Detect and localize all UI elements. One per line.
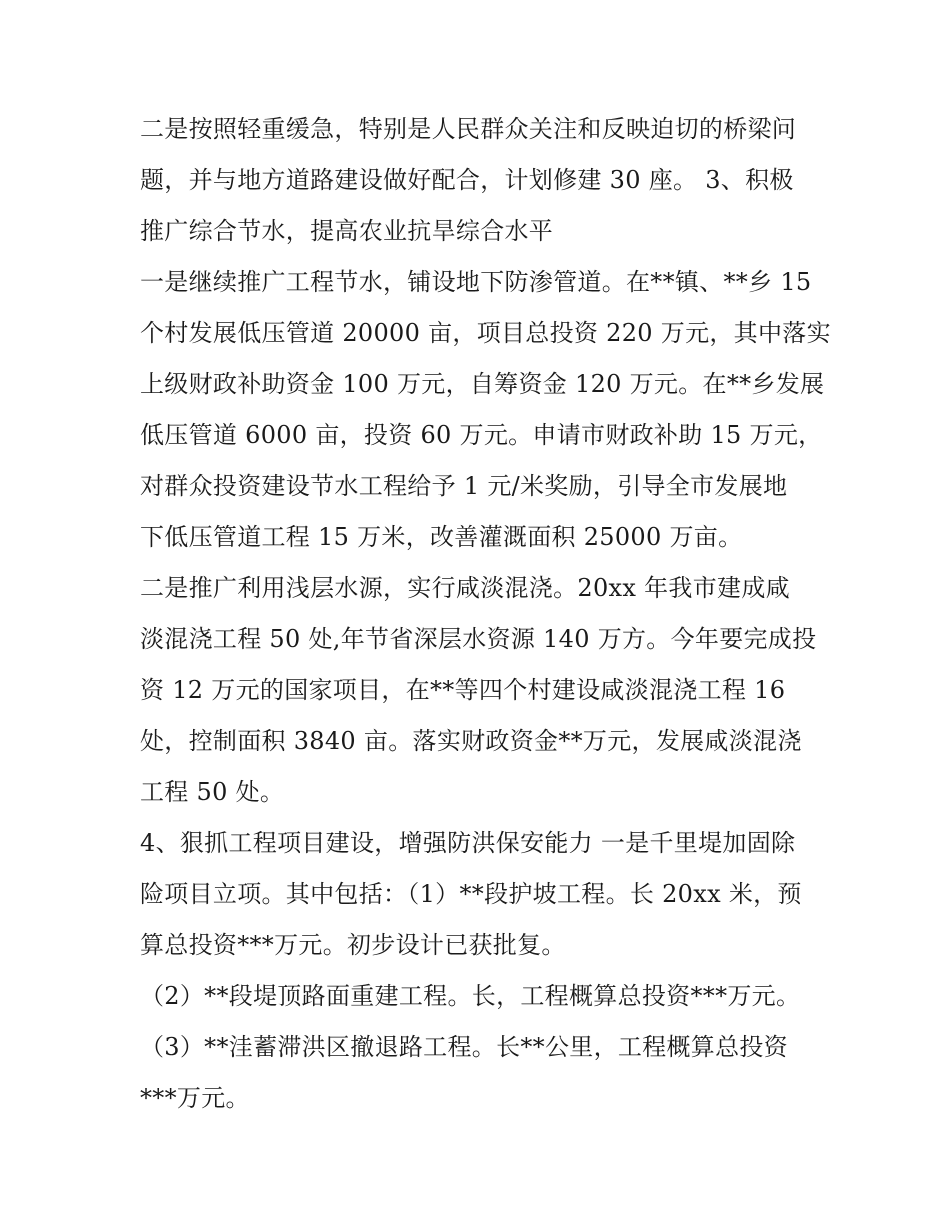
text-line: 淡混浇工程 50 处,年节省深层水资源 140 万方。今年要完成投: [140, 625, 817, 653]
text-line: 4、狠抓工程项目建设，增强防洪保安能力 一是千里堤加固除: [140, 829, 796, 857]
text-line: 险项目立项。其中包括：（1）**段护坡工程。长 20xx 米，预: [140, 880, 802, 908]
text-line: 工程 50 处。: [140, 778, 285, 806]
text-line: 个村发展低压管道 20000 亩，项目总投资 220 万元，其中落实: [140, 319, 831, 347]
text-line: ***万元。: [140, 1084, 250, 1112]
text-line: 下低压管道工程 15 万米，改善灌溉面积 25000 万亩。: [140, 523, 743, 551]
text-line: 题，并与地方道路建设做好配合，计划修建 30 座。 3、积极: [140, 166, 794, 194]
text-line: 上级财政补助资金 100 万元，自筹资金 120 万元。在**乡发展: [140, 370, 825, 398]
text-line: 低压管道 6000 亩，投资 60 万元。申请市财政补助 15 万元，: [140, 421, 823, 449]
text-line: 一是继续推广工程节水，铺设地下防渗管道。在**镇、**乡 15: [140, 268, 812, 296]
text-line: 处，控制面积 3840 亩。落实财政资金**万元，发展咸淡混浇: [140, 727, 802, 755]
text-line: 二是按照轻重缓急，特别是人民群众关注和反映迫切的桥梁问: [140, 115, 797, 143]
text-line: （2）**段堤顶路面重建工程。长，工程概算总投资***万元。: [140, 982, 801, 1010]
text-line: 推广综合节水，提高农业抗旱综合水平: [140, 217, 554, 245]
text-line: 对群众投资建设节水工程给予 1 元/米奖励，引导全市发展地: [140, 472, 788, 500]
text-line: 算总投资***万元。初步设计已获批复。: [140, 931, 566, 959]
text-line: 二是推广利用浅层水源，实行咸淡混浇。20xx 年我市建成咸: [140, 574, 790, 602]
text-line: 资 12 万元的国家项目，在**等四个村建设咸淡混浇工程 16: [140, 676, 786, 704]
text-line: （3）**洼蓄滞洪区撤退路工程。长**公里，工程概算总投资: [140, 1033, 788, 1061]
